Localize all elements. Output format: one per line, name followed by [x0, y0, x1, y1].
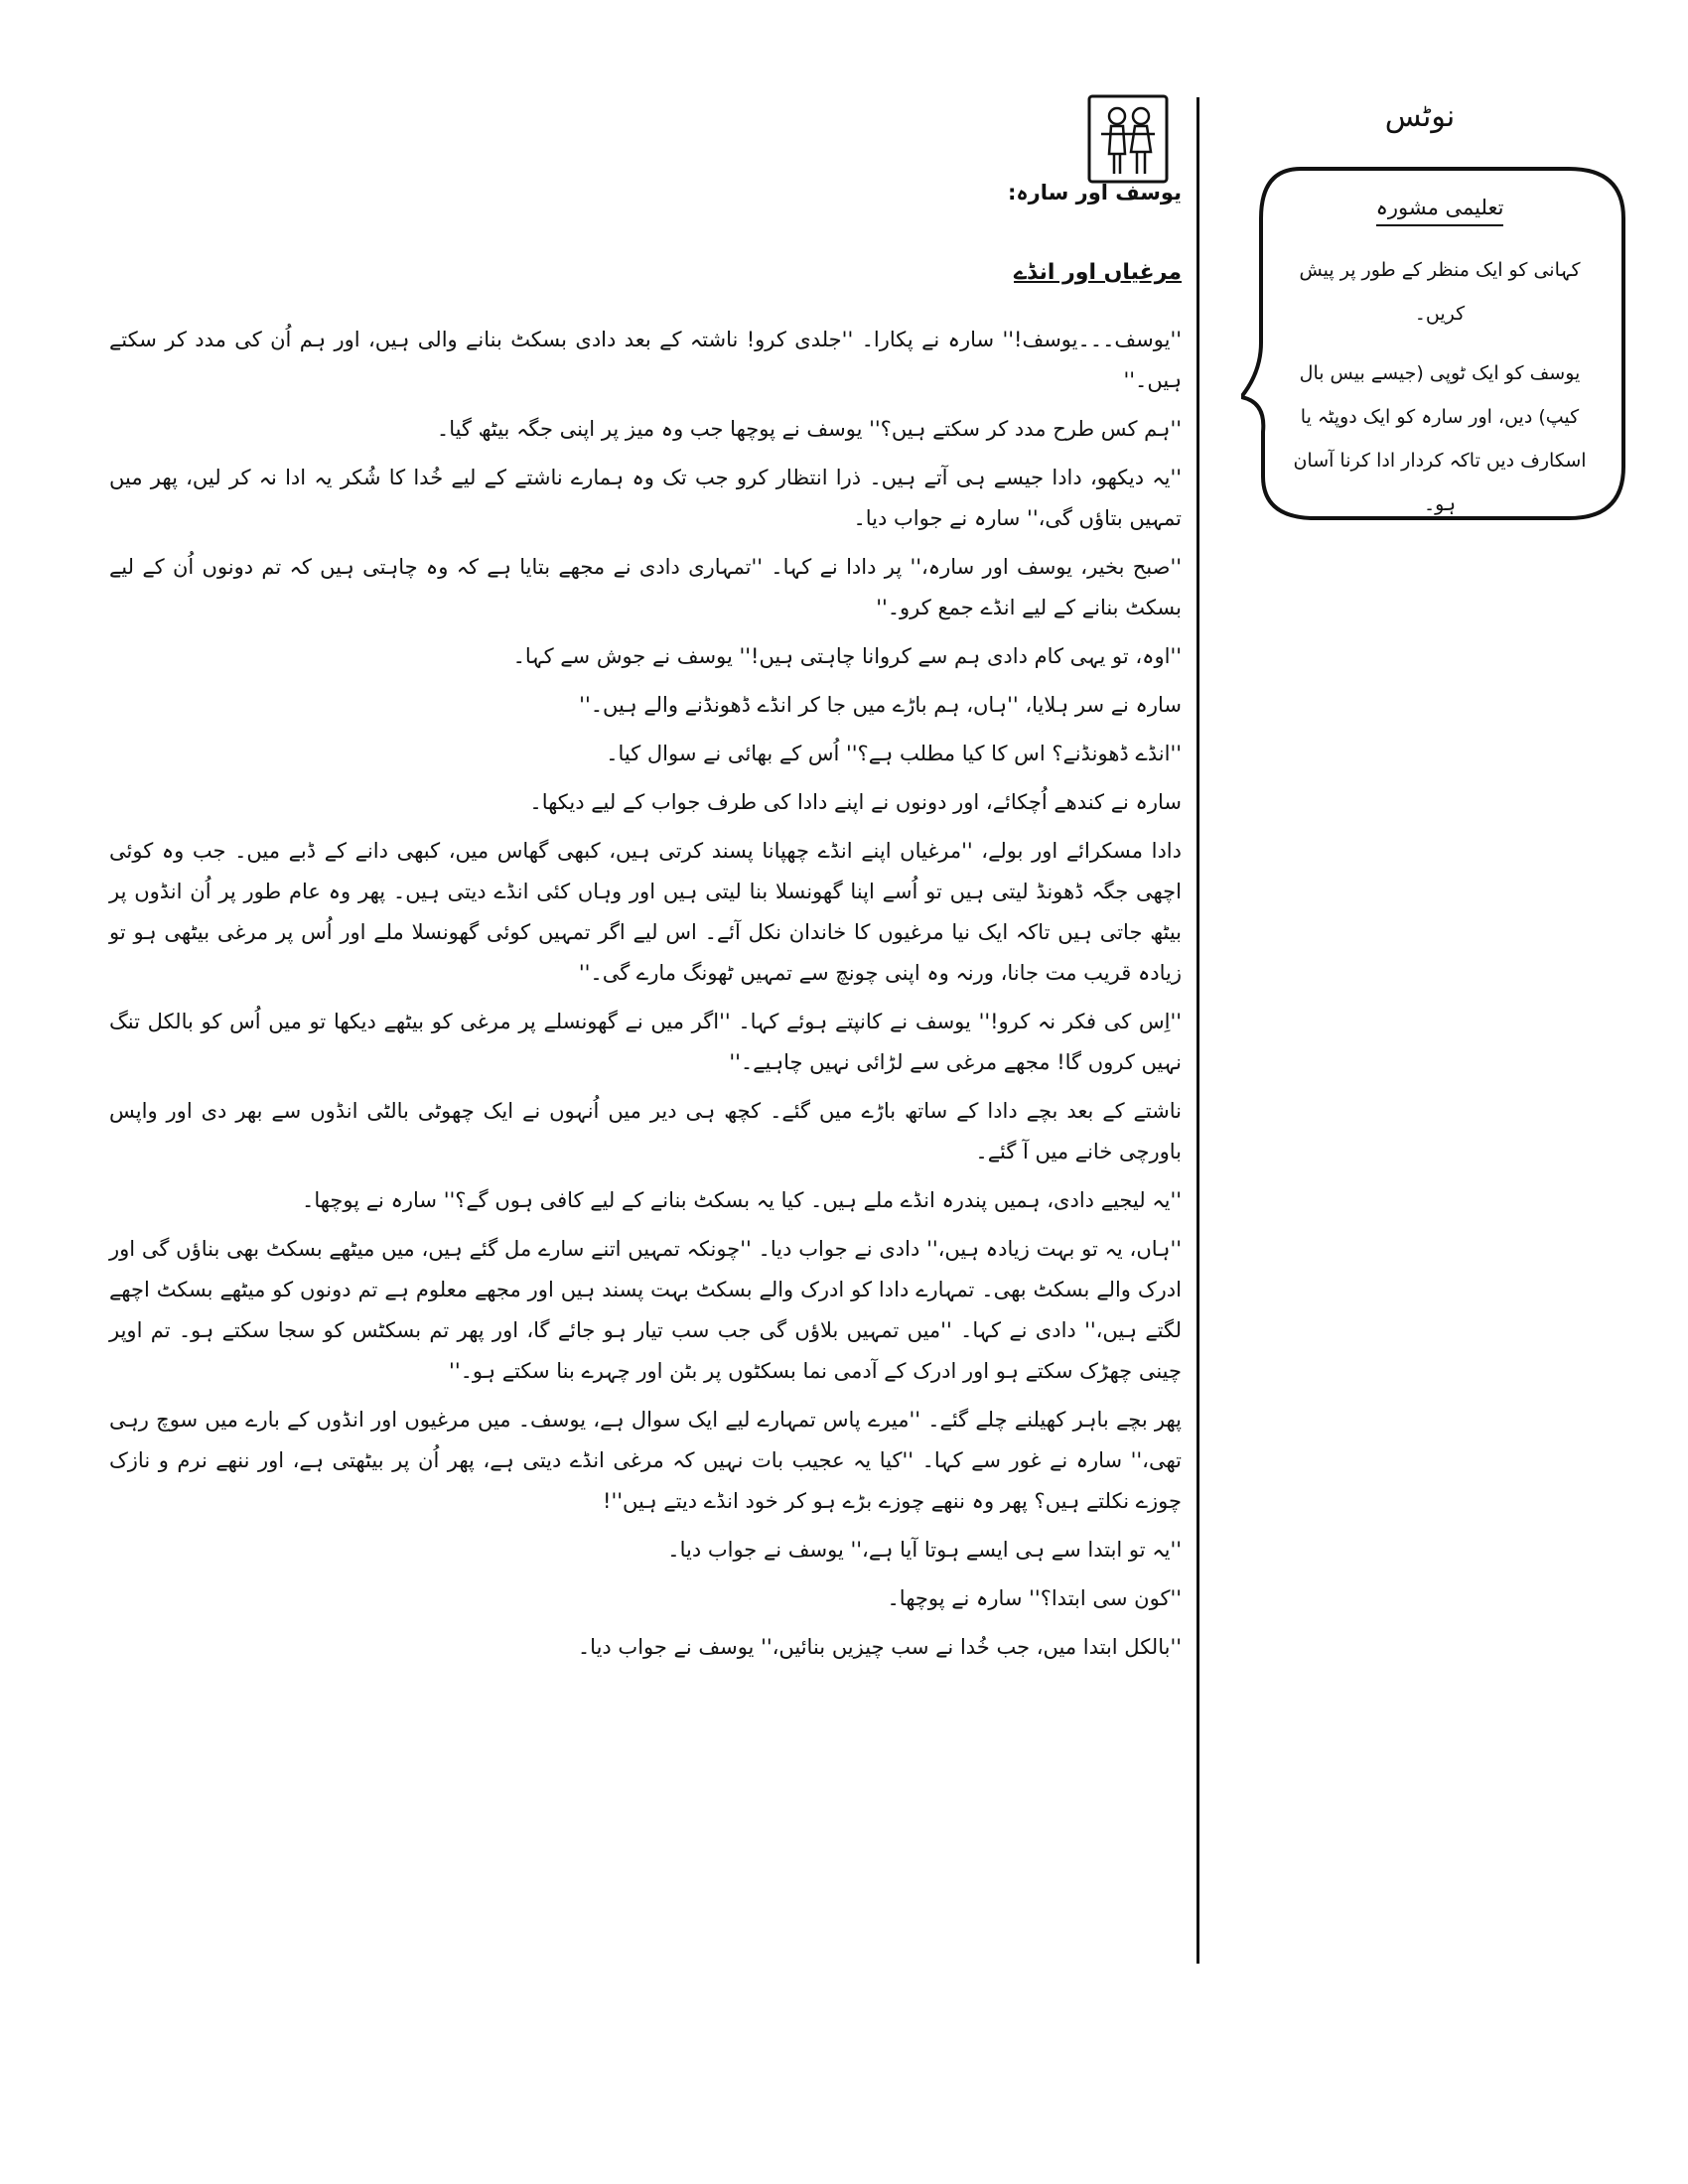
story-paragraph: ''صبح بخیر، یوسف اور سارہ،'' پر دادا نے کہا۔ ''تمہاری دادی نے مجھے بتایا ہے کہ وہ چاہتی ہیں کہ تم دونوں اُن کے لیے بسکٹ بنانے کے لیے انڈے جمع کرو۔'' — [109, 555, 1182, 619]
story-paragraph: ''اِس کی فکر نہ کرو!'' یوسف نے کانپتے ہوئے کہا۔ ''اگر میں نے گھونسلے پر مرغی کو بیٹھے دیکھا تو میں اُس کو بالکل تنگ نہیں کروں گا! مجھے مرغی سے لڑائی نہیں چاہیے۔'' — [109, 1010, 1182, 1074]
story-paragraph: ''ہاں، یہ تو بہت زیادہ ہیں،'' دادی نے جواب دیا۔ ''چونکہ تمہیں اتنے سارے مل گئے ہیں، میں میٹھے بسکٹ بھی بناؤں گی اور ادرک والے بسکٹ بھی۔ تمہارے دادا کو ادرک والے بسکٹ بہت پسند ہیں اور مجھے معلوم ہے تم دونوں کو میٹھے بسکٹ اچھے لگتے ہیں،'' دادی نے کہا۔ ''میں تمہیں بلاؤں گی جب سب تیار ہو جائے گا، اور پھر تم بسکٹس کو سجا سکتے ہو۔ تم اوپر چینی چھڑک سکتے ہو اور ادرک کے آدمی نما بسکٹوں پر بٹن اور چہرے بنا سکتے ہو۔'' — [109, 1237, 1182, 1383]
story-paragraph: ''یوسف۔۔۔یوسف!'' سارہ نے پکارا۔ ''جلدی کرو! ناشتہ کے بعد دادی بسکٹ بنانے والی ہیں، اور ہم اُن کی مدد کر سکتے ہیں۔'' — [109, 328, 1182, 392]
story-title: مرغیاں اور انڈے — [1014, 260, 1182, 285]
story-paragraph: سارہ نے سر ہلایا، ''ہاں، ہم باڑے میں جا کر انڈے ڈھونڈنے والے ہیں۔'' — [579, 693, 1182, 717]
story-body — [109, 320, 1182, 1676]
children-icon — [1087, 94, 1169, 184]
advice-tip: کہانی کو ایک منظر کے طور پر پیش کریں۔ — [1299, 259, 1581, 325]
advice-heading: تعلیمی مشورہ — [1376, 191, 1504, 226]
speech-bubble-text — [1281, 187, 1599, 542]
story-paragraph: ''یہ تو ابتدا سے ہی ایسے ہوتا آیا ہے،'' یوسف نے جواب دیا۔ — [667, 1538, 1182, 1562]
story-paragraph: ''اوہ، تو یہی کام دادی ہم سے کروانا چاہتی ہیں!'' یوسف نے جوش سے کہا۔ — [512, 644, 1182, 668]
speech-bubble — [1241, 149, 1638, 566]
story-paragraph: سارہ نے کندھے اُچکائے، اور دونوں نے اپنے دادا کی طرف جواب کے لیے دیکھا۔ — [529, 790, 1182, 814]
story-paragraph: ''یہ لیجیے دادی، ہمیں پندرہ انڈے ملے ہیں۔ کیا یہ بسکٹ بنانے کے لیے کافی ہوں گے؟'' سارہ نے پوچھا۔ — [302, 1188, 1182, 1212]
advice-tip: یوسف کو ایک ٹوپی (جیسے بیس بال کیپ) دیں، اور سارہ کو ایک دوپٹہ یا اسکارف دیں تاکہ کردار ادا کرنا آسان ہو۔ — [1293, 362, 1587, 515]
story-paragraph: ''انڈے ڈھونڈنے؟ اس کا کیا مطلب ہے؟'' اُس کے بھائی نے سوال کیا۔ — [606, 742, 1182, 765]
story-paragraph: پھر بچے باہر کھیلنے چلے گئے۔ ''میرے پاس تمہارے لیے ایک سوال ہے، یوسف۔ میں مرغیوں اور انڈوں کے بارے میں سوچ رہی تھی،'' سارہ نے غور سے کہا۔ ''کیا یہ عجیب بات نہیں کہ مرغی انڈے دیتی ہے، پھر اُن پر بیٹھتی ہے، اور ننھے نرم و نازک چوزے نکلتے ہیں؟ پھر وہ ننھے چوزے بڑے ہو کر خود انڈے دیتے ہیں''! — [109, 1408, 1182, 1513]
story-characters-label: یوسف اور سارہ: — [1007, 181, 1182, 205]
notes-title: نوٹس — [1384, 99, 1456, 134]
story-paragraph: ناشتے کے بعد بچے دادا کے ساتھ باڑے میں گئے۔ کچھ ہی دیر میں اُنہوں نے ایک چھوٹی بالٹی انڈوں سے بھر دی اور واپس باورچی خانے میں آ گئے۔ — [109, 1099, 1182, 1163]
story-paragraph: ''بالکل ابتدا میں، جب خُدا نے سب چیزیں بنائیں،'' یوسف نے جواب دیا۔ — [577, 1635, 1182, 1659]
story-paragraph: ''یہ دیکھو، دادا جیسے ہی آتے ہیں۔ ذرا انتظار کرو جب تک وہ ہمارے ناشتے کے لیے خُدا کا شُکر یہ ادا نہ کر لیں، پھر میں تمہیں بتاؤں گی،'' سارہ نے جواب دیا۔ — [109, 466, 1182, 530]
column-divider — [1196, 97, 1199, 1964]
story-paragraph: ''ہم کس طرح مدد کر سکتے ہیں؟'' یوسف نے پوچھا جب وہ میز پر اپنی جگہ بیٹھ گیا۔ — [436, 417, 1182, 441]
story-paragraph: ''کون سی ابتدا؟'' سارہ نے پوچھا۔ — [887, 1586, 1182, 1610]
story-paragraph: دادا مسکرائے اور بولے، ''مرغیاں اپنے انڈے چھپانا پسند کرتی ہیں، کبھی گھاس میں، کبھی دانے کے ڈبے میں۔ جب وہ کوئی اچھی جگہ ڈھونڈ لیتی ہیں تو اُسے اپنا گھونسلا بنا لیتی ہیں اور وہاں کئی انڈے دیتی ہیں۔ پھر وہ عام طور پر اُن انڈوں پر بیٹھ جاتی ہیں تاکہ ایک نیا مرغیوں کا خاندان نکل آئے۔ اس لیے اگر تمہیں کوئی گھونسلا ملے اور اُس پر مرغی بیٹھی ہو تو زیادہ قریب مت جانا، ورنہ وہ اپنی چونچ سے تمہیں ٹھونگ مارے گی۔'' — [109, 839, 1182, 985]
